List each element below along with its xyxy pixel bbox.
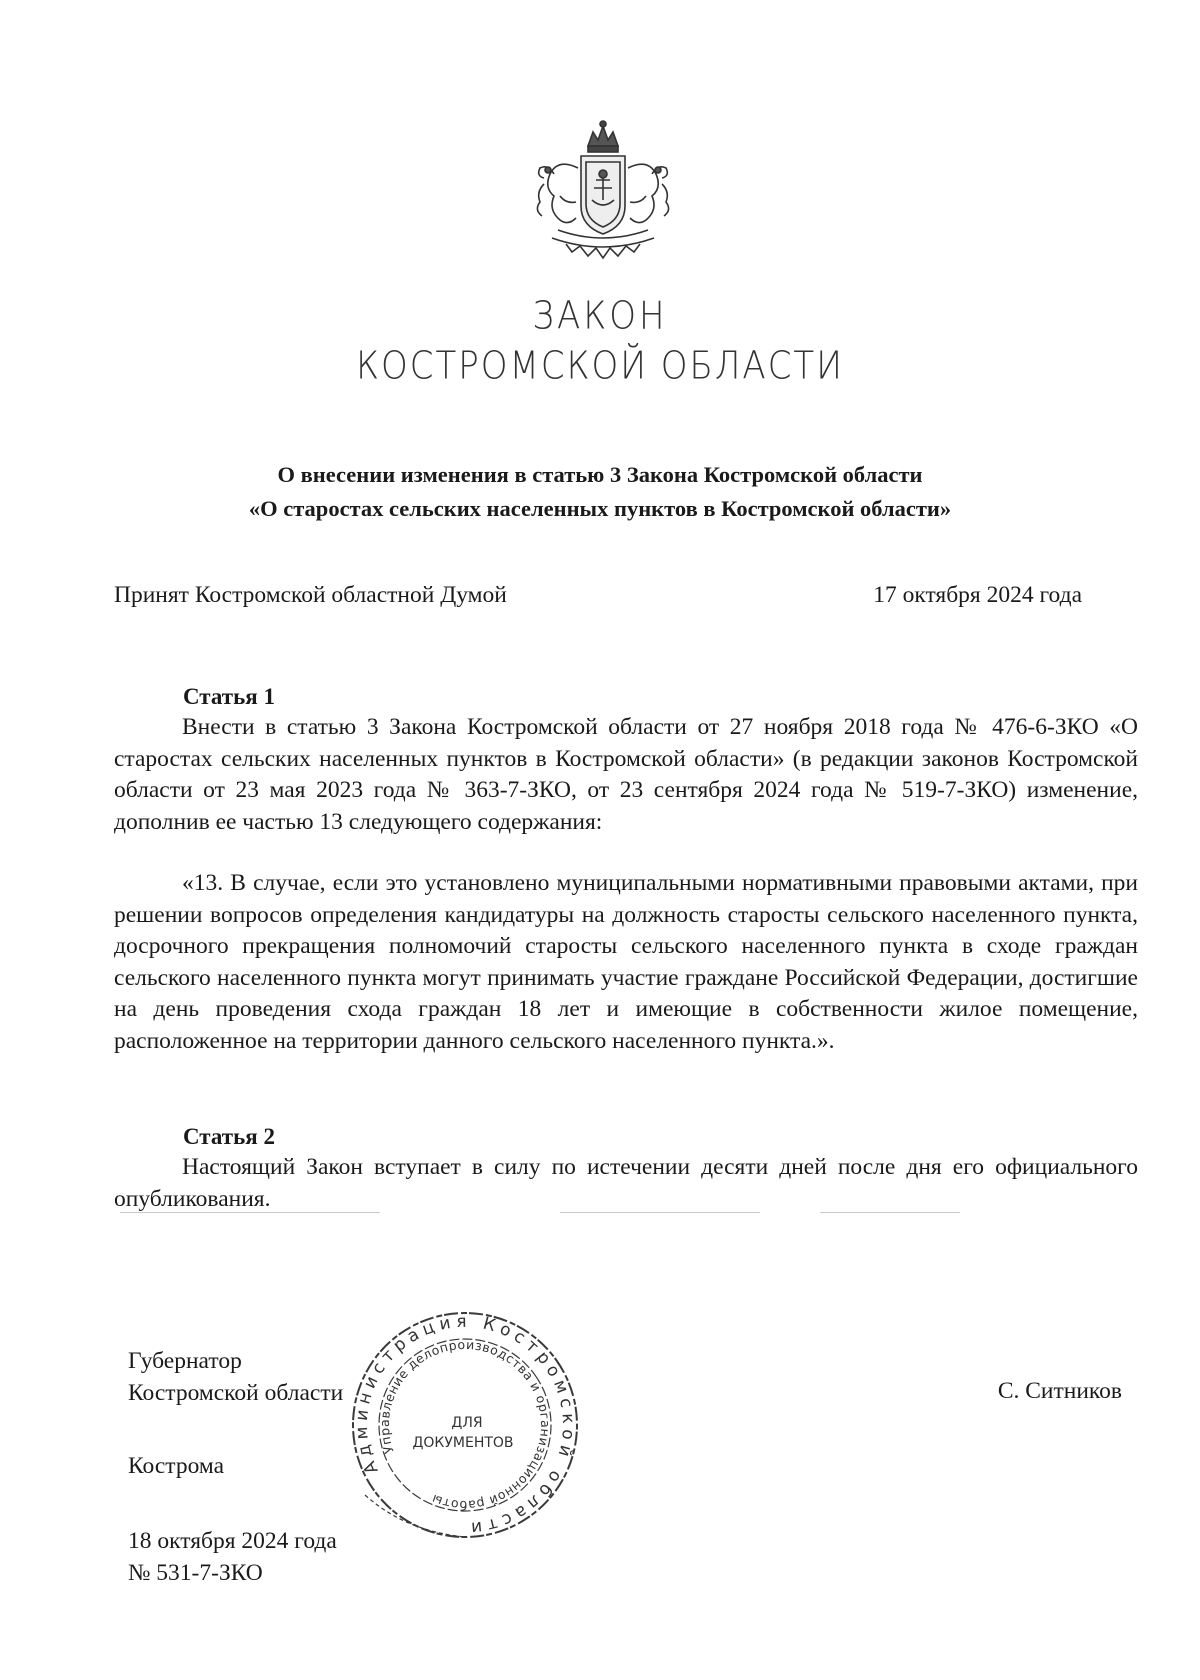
signer-name: С. Ситников bbox=[997, 1378, 1122, 1404]
law-number: № 531-7-ЗКО bbox=[128, 1560, 263, 1586]
title-line-2: «О старостах сельских населенных пунктов в Костромской области» bbox=[248, 496, 952, 521]
document-title bbox=[0, 458, 1200, 526]
round-stamp-icon bbox=[345, 1305, 585, 1545]
stamp-center-line-1: ДЛЯ bbox=[451, 1415, 483, 1431]
governor-title: Губернатор bbox=[128, 1348, 242, 1374]
issue-date: 18 октября 2024 года bbox=[128, 1528, 337, 1554]
region-heading: КОСТРОМСКОЙ ОБЛАСТИ bbox=[356, 343, 844, 389]
stamp-inner-text: Управление делопроизводства и организационной работы bbox=[376, 1336, 554, 1514]
governor-region: Костромской области bbox=[128, 1380, 344, 1406]
adoption-label: Принят Костромской областной Думой bbox=[114, 582, 507, 608]
city-name: Кострома bbox=[128, 1453, 225, 1479]
law-heading: ЗАКОН bbox=[532, 293, 668, 339]
article-2-paragraph-1: Настоящий Закон вступает в силу по истечении десяти дней после дня его официального опубликования. bbox=[114, 1154, 1138, 1212]
adoption-date: 17 октября 2024 года bbox=[873, 582, 1082, 608]
title-line-1: О внесении изменения в статью 3 Закона Костромской области bbox=[277, 462, 923, 487]
kostroma-coat-of-arms-icon bbox=[518, 118, 688, 268]
stamp-outer-text: Администрация Костромской области bbox=[351, 1311, 579, 1539]
article-1-heading: Статья 1 bbox=[183, 684, 275, 709]
scan-artifact-line bbox=[560, 1212, 760, 1213]
stamp-center-line-2: ДОКУМЕНТОВ bbox=[412, 1435, 514, 1451]
scan-artifact-line bbox=[820, 1212, 960, 1213]
article-1-paragraph-1: Внести в статью 3 Закона Костромской области от 27 ноября 2018 года № 476-6-ЗКО «О старостах сельских населенных пунктов в Костромской области» (в редакции законов Костромской области от 23 мая 2023 года № 363-7-ЗКО, от 23 сентября 2024 года № 519-7-ЗКО) изменение, дополнив ее частью 13 следующего содержания: bbox=[114, 714, 1138, 835]
article-1-paragraph-2: «13. В случае, если это установлено муниципальными нормативными правовыми актами, при решении вопросов определения кандидатуры на должность старосты сельского населенного пункта, досрочного прекращения полномочий старосты сельского населенного пункта в сходе граждан сельского населенного пункта могут принимать участие граждане Российской Федерации, достигшие на день проведения схода граждан 18 лет и имеющие в собственности жилое помещение, расположенное на территории данного сельского населенного пункта.». bbox=[114, 870, 1138, 1054]
article-2-heading: Статья 2 bbox=[183, 1124, 275, 1149]
scan-artifact-line bbox=[120, 1212, 380, 1213]
